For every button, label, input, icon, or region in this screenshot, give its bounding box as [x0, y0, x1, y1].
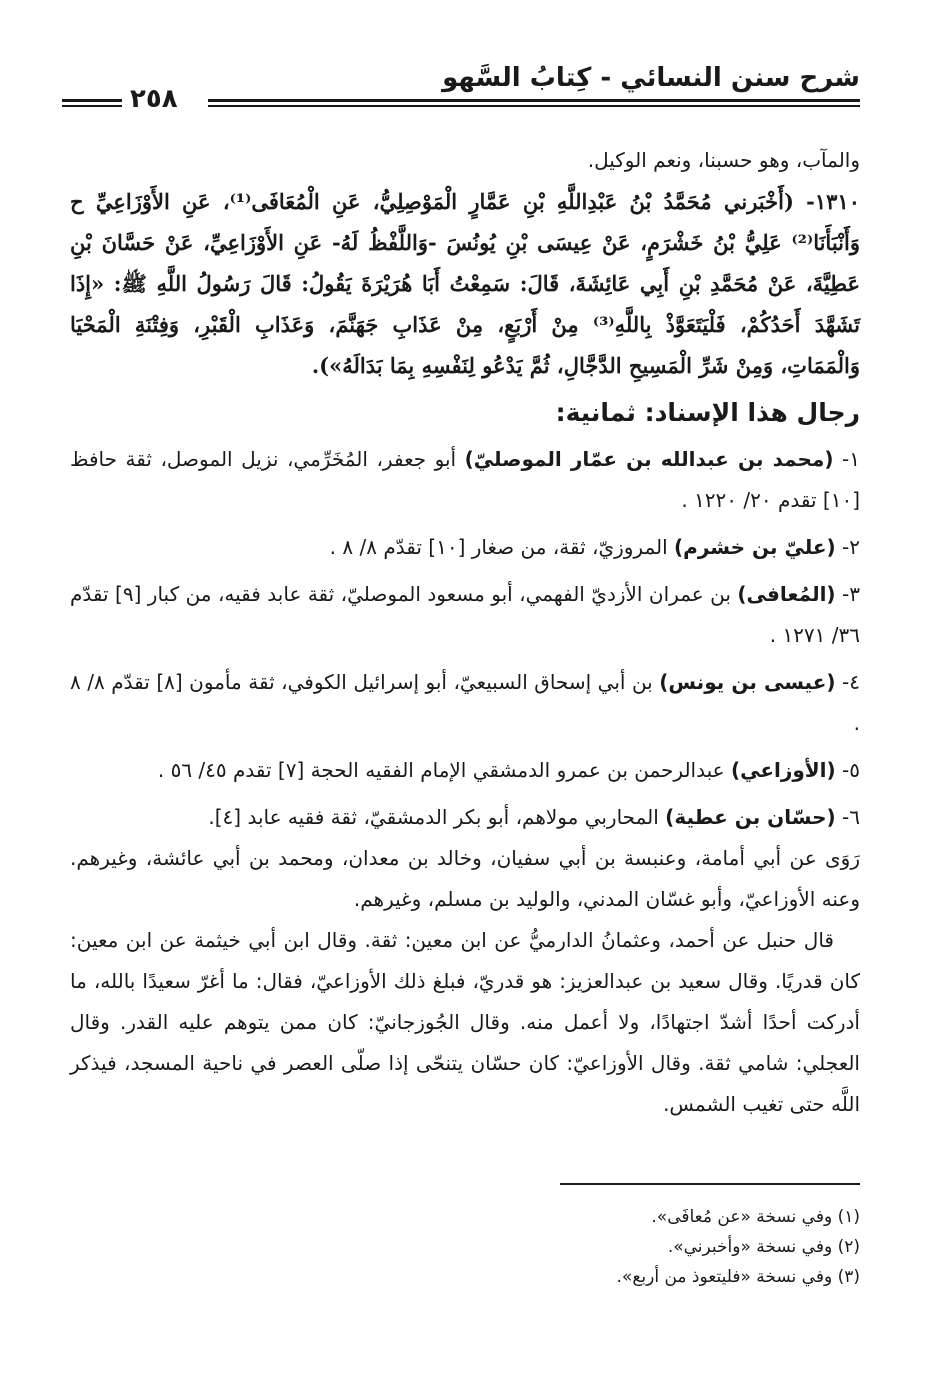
narrator-name: (عيسى بن يونس): [659, 670, 836, 694]
footnote: (١) وفي نسخة «عن مُعافَى».: [651, 1207, 860, 1227]
narrator-number: ٢-: [842, 535, 860, 559]
narrator-entry: [70, 797, 860, 838]
narrator-entry: [70, 750, 860, 791]
header-rule-secondary: [208, 105, 860, 107]
footnotes: [70, 1202, 860, 1292]
running-title: شرح سنن النسائي - كِتابُ السَّهو: [442, 63, 860, 93]
hadith-body: (أَخْبَرني مُحَمَّدُ بْنُ عَبْدِاللَّهِ بْنِ عَمَّارٍ الْمَوْصِلِيُّ، عَنِ الْمُعَافَى⁽¹⁾، عَنِ الأَوْزَاعِيِّ ح وَأَنْبَأَنَا⁽²⁾ عَلِيُّ بْنُ خَشْرَمٍ، عَنْ عِيسَى بْنِ يُونُسَ -وَاللَّفْظُ لَهُ- عَنِ الأَوْزَاعِيِّ، عَنْ حَسَّانَ بْنِ عَطِيَّةَ، عَنْ مُحَمَّدِ بْنِ أَبِي عَائِشَةَ، قَالَ: سَمِعْتُ أَبَا هُرَيْرَةَ يَقُولُ: قَالَ رَسُولُ اللَّهِ ﷺ: «إِذَا تَشَهَّدَ أَحَدُكُمْ، فَلْيَتَعَوَّذْ بِاللَّهِ⁽³⁾ مِنْ أَرْبَعٍ، مِنْ عَذَابِ جَهَنَّمَ، وَعَذَابِ الْقَبْرِ، وَفِتْنَةِ الْمَحْيَا وَالْمَمَاتِ، وَمِنْ شَرِّ الْمَسِيحِ الدَّجَّالِ، ثُمَّ يَدْعُو لِنَفْسِهِ بِمَا بَدَالَهُ»).: [70, 189, 860, 378]
page-body: [70, 140, 860, 1125]
footnote: (٣) وفي نسخة «فليتعوذ من أربع».: [616, 1267, 860, 1287]
narrator-number: ١-: [842, 447, 860, 471]
footnote: (٢) وفي نسخة «وأخبرني».: [667, 1237, 860, 1257]
narrator-number: ٣-: [842, 582, 860, 606]
narrator-description: المروزيّ، ثقة، من صغار [١٠] تقدّم ٨/ ٨ .: [329, 535, 668, 559]
body-paragraph: قال حنبل عن أحمد، وعثمانُ الدارميُّ عن ابن معين: ثقة. وقال ابن أبي خيثمة عن ابن معين: كان قدريًا. وقال سعيد بن عبدالعزيز: هو قدريّ، فبلغ ذلك الأوزاعيّ، فقال: ما أغرّ سعيدًا بالله، ما أدركت أحدًا أشدّ اجتهادًا، ولا أعمل منه. وقال الجُوزجانيّ: كان ممن يتوهم عليه القدر. وقال العجلي: شامي ثقة. وقال الأوزاعيّ: كان حسّان يتنحّى إذا صلّى العصر في ناحية المسجد، فيذكر اللَّه حتى تغيب الشمس.: [70, 928, 860, 1116]
narrator-name: (المُعافى): [737, 582, 836, 606]
header-rule-left-secondary: [62, 105, 122, 107]
hadith-number: ١٣١٠-: [806, 189, 860, 214]
narrator-number: ٤-: [842, 670, 860, 694]
page-header: [70, 55, 860, 125]
narrator-description: بن أبي إسحاق السبيعيّ، أبو إسرائيل الكوفي، ثقة مأمون [٨] تقدّم ٨/ ٨ .: [70, 670, 860, 735]
body-paragraph: رَوَى عن أبي أمامة، وعنبسة بن أبي سفيان، وخالد بن معدان، ومحمد بن أبي عائشة، وغيرهم. وعنه الأوزاعيّ، وأبو غسّان المدني، والوليد بن مسلم، وغيرهم.: [70, 846, 860, 911]
narrator-name: (الأوزاعي): [730, 758, 836, 782]
narrator-number: ٦-: [842, 805, 860, 829]
narrator-entry: [70, 527, 860, 568]
narrator-number: ٥-: [842, 758, 860, 782]
narrator-name: (عليّ بن خشرم): [674, 535, 836, 559]
narrator-name: (محمد بن عبدالله بن عمّار الموصليّ): [464, 447, 834, 471]
header-rule-left: [62, 99, 122, 102]
narrator-entry: [70, 439, 860, 521]
intro-line: والمآب، وهو حسبنا، ونعم الوكيل.: [587, 148, 860, 172]
page-number: ٢٥٨: [130, 84, 178, 114]
narrator-name: (حسّان بن عطية): [665, 805, 836, 829]
narrator-description: المحاربي مولاهم، أبو بكر الدمشقيّ، ثقة فقيه عابد [٤].: [208, 805, 659, 829]
narrator-entry: [70, 662, 860, 744]
narrator-description: أبو جعفر، المُخَرِّمي، نزيل الموصل، ثقة حافظ [١٠] تقدم ٢٠/ ١٢٢٠ .: [70, 447, 860, 512]
narrator-description: بن عمران الأزديّ الفهمي، أبو مسعود الموصليّ، ثقة عابد فقيه، من كبار [٩] تقدّم ٣٦/ ١٢٧١ .: [70, 582, 860, 647]
narrator-entry: [70, 574, 860, 656]
hadith-text: [70, 181, 860, 386]
section-title: رجال هذا الإسناد: ثمانية:: [555, 398, 860, 427]
header-rule: [208, 99, 860, 102]
footnote-separator: [560, 1183, 860, 1185]
narrator-description: عبدالرحمن بن عمرو الدمشقي الإمام الفقيه الحجة [٧] تقدم ٤٥/ ٥٦ .: [157, 758, 725, 782]
